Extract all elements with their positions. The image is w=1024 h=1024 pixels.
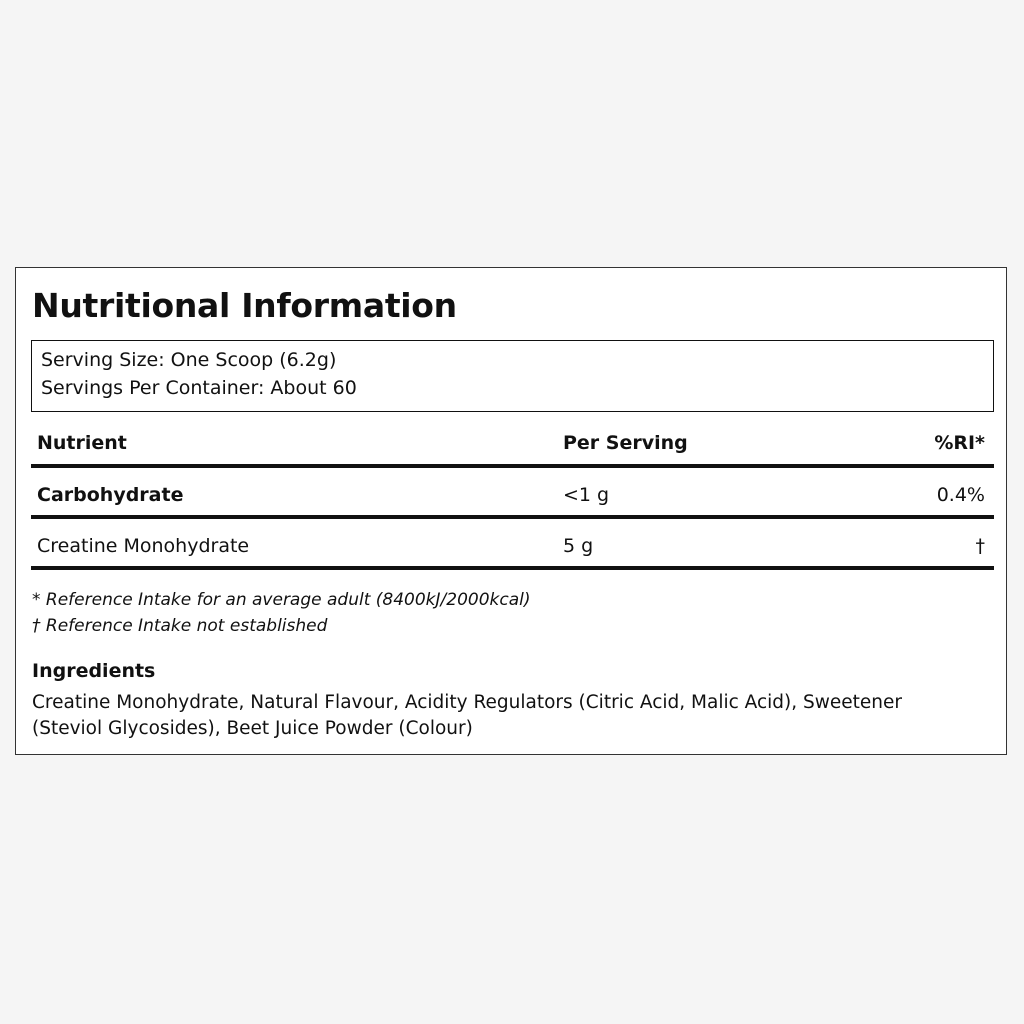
not-established-note: † Reference Intake not established (32, 616, 328, 636)
serving-info-box (31, 340, 994, 412)
table-divider (31, 566, 994, 570)
row-creatine-ri: † (975, 535, 985, 557)
serving-size: Serving Size: One Scoop (6.2g) (41, 349, 337, 371)
column-header-ri: %RI* (934, 432, 985, 454)
column-header-per-serving: Per Serving (563, 432, 688, 454)
reference-intake-note: * Reference Intake for an average adult (8400kJ/2000kcal) (32, 590, 531, 610)
table-divider (31, 464, 994, 468)
ingredients-heading: Ingredients (32, 660, 156, 682)
row-creatine-nutrient: Creatine Monohydrate (37, 535, 250, 557)
table-divider (31, 515, 994, 519)
servings-per-container: Servings Per Container: About 60 (41, 377, 357, 399)
page-title: Nutritional Information (32, 286, 457, 325)
row-creatine-per-serving: 5 g (563, 535, 594, 557)
column-header-nutrient: Nutrient (37, 432, 127, 454)
nutrition-panel (15, 267, 1007, 755)
ingredients-text: Creatine Monohydrate, Natural Flavour, Acidity Regulators (Citric Acid, Malic Acid), Sweetener (Steviol Glycosides), Beet Juice Powder (Colour) (32, 692, 902, 739)
row-carbohydrate-nutrient: Carbohydrate (37, 484, 184, 506)
row-carbohydrate-per-serving: <1 g (563, 484, 610, 506)
row-carbohydrate-ri: 0.4% (936, 484, 985, 506)
